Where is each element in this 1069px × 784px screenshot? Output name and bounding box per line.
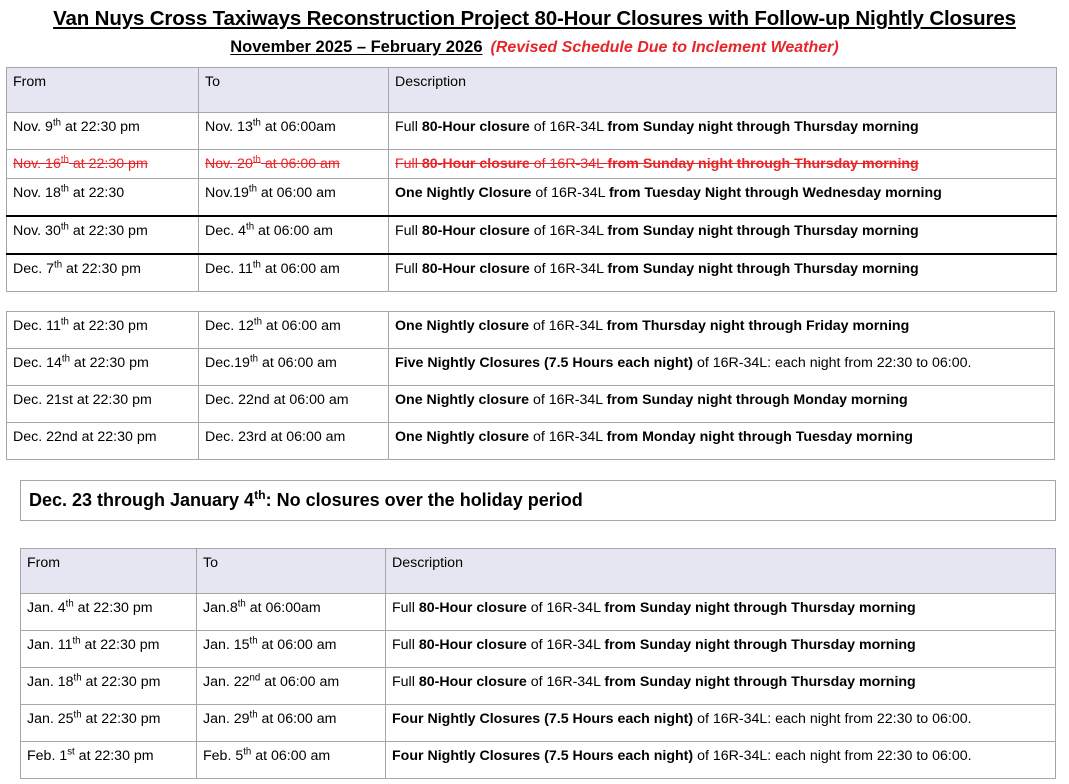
ordinal-suffix: th <box>54 259 63 271</box>
table-3-body <box>21 549 1056 779</box>
cell-to: Nov. 20th at 06:00 am <box>199 150 389 179</box>
cell-to: Dec. 22nd at 06:00 am <box>199 386 389 423</box>
ordinal-suffix: th <box>246 221 255 233</box>
cell-to: Jan. 29th at 06:00 am <box>197 705 386 742</box>
cell-to: Nov. 13th at 06:00am <box>199 113 389 150</box>
cell-to: Jan. 15th at 06:00 am <box>197 631 386 668</box>
cell-to: Jan. 22nd at 06:00 am <box>197 668 386 705</box>
ordinal-suffix: th <box>249 709 258 721</box>
table-1-container <box>6 67 1057 292</box>
column-header-from: From <box>21 549 197 594</box>
closure-window: from Sunday night through Thursday morning <box>604 600 916 616</box>
closure-window: from Tuesday Night through Wednesday morning <box>608 185 942 202</box>
closure-type: 80-Hour closure <box>421 261 530 278</box>
holiday-text-pre: Dec. 23 through January 4 <box>29 490 255 510</box>
closure-type: Four Nightly Closures (7.5 Hours each night) <box>392 748 694 764</box>
cell-description: Full 80-Hour closure of 16R-34L from Sunday night through Thursday morning <box>389 150 1057 179</box>
holiday-notice-text <box>29 490 583 511</box>
closure-type: One Nightly closure <box>395 429 530 445</box>
table-row <box>7 113 1057 150</box>
cell-from: Nov. 9th at 22:30 pm <box>7 113 199 150</box>
table-row-cancelled <box>7 150 1057 179</box>
holiday-notice-container <box>20 480 1056 521</box>
column-header-to: To <box>197 549 386 594</box>
column-header-description: Description <box>389 68 1057 113</box>
ordinal-suffix: th <box>253 316 262 328</box>
cell-from: Nov. 18th at 22:30 <box>7 179 199 217</box>
ordinal-suffix: th <box>237 598 246 610</box>
ordinal-suffix: th <box>73 709 82 721</box>
cell-description: Full 80-Hour closure of 16R-34L from Sunday night through Thursday morning <box>386 594 1056 631</box>
table-2-container <box>6 311 1055 460</box>
cell-to: Dec.19th at 06:00 am <box>199 349 389 386</box>
ordinal-suffix: th <box>249 635 258 647</box>
subtitle-line <box>0 37 1069 58</box>
closure-type: 80-Hour closure <box>418 637 527 653</box>
cell-from: Dec. 11th at 22:30 pm <box>7 312 199 349</box>
table-2-body <box>7 312 1055 460</box>
holiday-text-post: : No closures over the holiday period <box>265 490 583 510</box>
closure-type: One Nightly Closure <box>395 185 532 202</box>
table-row <box>21 631 1056 668</box>
cell-description: One Nightly closure of 16R-34L from Monday night through Tuesday morning <box>389 423 1055 460</box>
holiday-notice-box <box>20 480 1056 521</box>
ordinal-suffix: th <box>252 259 261 271</box>
schedule-period: November 2025 – February 2026 <box>230 37 483 56</box>
table-row <box>21 705 1056 742</box>
cell-from: Dec. 7th at 22:30 pm <box>7 254 199 292</box>
column-header-from: From <box>7 68 199 113</box>
closure-window: from Sunday night through Thursday morning <box>604 637 916 653</box>
cell-description: Four Nightly Closures (7.5 Hours each night) of 16R-34L: each night from 22:30 to 06:00. <box>386 742 1056 779</box>
cell-description: Full 80-Hour closure of 16R-34L from Sunday night through Thursday morning <box>389 113 1057 150</box>
page-title: Van Nuys Cross Taxiways Reconstruction Project 80-Hour Closures with Follow-up Nightly Closures <box>53 7 1016 30</box>
closure-type: One Nightly closure <box>395 318 530 334</box>
closure-window: from Sunday night through Thursday morning <box>607 223 919 240</box>
closure-type: Five Nightly Closures (7.5 Hours each night) <box>395 355 693 371</box>
closure-type: 80-Hour closure <box>418 674 527 690</box>
ordinal-suffix: th <box>252 117 261 129</box>
table-header-row <box>21 549 1056 594</box>
cell-to: Dec. 23rd at 06:00 am <box>199 423 389 460</box>
cell-description: One Nightly closure of 16R-34L from Thursday night through Friday morning <box>389 312 1055 349</box>
cell-to: Dec. 11th at 06:00 am <box>199 254 389 292</box>
closure-window: from Monday night through Tuesday morning <box>606 429 913 445</box>
ordinal-suffix: th <box>52 117 61 129</box>
cell-from: Feb. 1st at 22:30 pm <box>21 742 197 779</box>
ordinal-suffix: th <box>248 183 257 195</box>
cell-description: One Nightly closure of 16R-34L from Sunday night through Monday morning <box>389 386 1055 423</box>
cell-from: Dec. 21st at 22:30 pm <box>7 386 199 423</box>
closure-type: 80-Hour closure <box>421 156 530 172</box>
closure-window: from Sunday night through Thursday morning <box>607 156 919 172</box>
ordinal-suffix: th <box>243 746 252 758</box>
cell-description: One Nightly Closure of 16R-34L from Tuesday Night through Wednesday morning <box>389 179 1057 217</box>
table-row <box>7 386 1055 423</box>
table-row <box>21 742 1056 779</box>
ordinal-suffix: nd <box>249 672 261 684</box>
cell-from: Jan. 25th at 22:30 pm <box>21 705 197 742</box>
cell-description: Full 80-Hour closure of 16R-34L from Sunday night through Thursday morning <box>389 216 1057 254</box>
cell-from: Jan. 11th at 22:30 pm <box>21 631 197 668</box>
ordinal-suffix: th <box>61 353 70 365</box>
ordinal-suffix: th <box>60 316 69 328</box>
table-row <box>21 668 1056 705</box>
ordinal-suffix: th <box>60 221 69 233</box>
cell-from: Dec. 22nd at 22:30 pm <box>7 423 199 460</box>
closure-window: from Sunday night through Thursday morning <box>604 674 916 690</box>
closure-type: One Nightly closure <box>395 392 530 408</box>
ordinal-suffix: st <box>67 746 75 758</box>
closure-window: from Thursday night through Friday morning <box>606 318 910 334</box>
cell-description: Full 80-Hour closure of 16R-34L from Sunday night through Thursday morning <box>386 668 1056 705</box>
holiday-ordinal-suffix: th <box>254 488 266 502</box>
revision-note: (Revised Schedule Due to Inclement Weather) <box>490 38 839 56</box>
table-row <box>21 594 1056 631</box>
ordinal-suffix: th <box>252 154 261 166</box>
table-header-row <box>7 68 1057 113</box>
cell-description: Four Nightly Closures (7.5 Hours each night) of 16R-34L: each night from 22:30 to 06:00. <box>386 705 1056 742</box>
column-header-to: To <box>199 68 389 113</box>
table-row <box>7 216 1057 254</box>
cell-description: Full 80-Hour closure of 16R-34L from Sunday night through Thursday morning <box>389 254 1057 292</box>
cell-to: Dec. 4th at 06:00 am <box>199 216 389 254</box>
closure-type: 80-Hour closure <box>421 119 530 135</box>
ordinal-suffix: th <box>73 672 82 684</box>
closure-table-january-february <box>20 548 1056 779</box>
table-row <box>7 312 1055 349</box>
closure-window: from Sunday night through Thursday morning <box>607 119 919 135</box>
closure-window: from Sunday night through Monday morning <box>606 392 908 408</box>
ordinal-suffix: th <box>60 154 69 166</box>
cell-from: Nov. 16th at 22:30 pm <box>7 150 199 179</box>
cell-to: Feb. 5th at 06:00 am <box>197 742 386 779</box>
closure-type: Four Nightly Closures (7.5 Hours each night) <box>392 711 694 727</box>
cell-description: Full 80-Hour closure of 16R-34L from Sunday night through Thursday morning <box>386 631 1056 668</box>
table-1-body <box>7 68 1057 292</box>
ordinal-suffix: th <box>65 598 74 610</box>
ordinal-suffix: th <box>72 635 81 647</box>
cell-from: Jan. 4th at 22:30 pm <box>21 594 197 631</box>
ordinal-suffix: th <box>249 353 258 365</box>
ordinal-suffix: th <box>60 183 69 195</box>
cell-to: Dec. 12th at 06:00 am <box>199 312 389 349</box>
cell-from: Jan. 18th at 22:30 pm <box>21 668 197 705</box>
closure-type: 80-Hour closure <box>418 600 527 616</box>
cell-from: Dec. 14th at 22:30 pm <box>7 349 199 386</box>
document-title-block <box>0 0 1069 58</box>
cell-to: Jan.8th at 06:00am <box>197 594 386 631</box>
cell-to: Nov.19th at 06:00 am <box>199 179 389 217</box>
table-row <box>7 349 1055 386</box>
closure-table-november <box>6 67 1057 292</box>
closure-table-december <box>6 311 1055 460</box>
table-row <box>7 254 1057 292</box>
table-3-container <box>20 548 1056 779</box>
cell-from: Nov. 30th at 22:30 pm <box>7 216 199 254</box>
closure-window: from Sunday night through Thursday morning <box>607 261 919 278</box>
table-row <box>7 179 1057 217</box>
closure-type: 80-Hour closure <box>421 223 530 240</box>
cell-description: Five Nightly Closures (7.5 Hours each night) of 16R-34L: each night from 22:30 to 06:00. <box>389 349 1055 386</box>
column-header-description: Description <box>386 549 1056 594</box>
table-row <box>7 423 1055 460</box>
